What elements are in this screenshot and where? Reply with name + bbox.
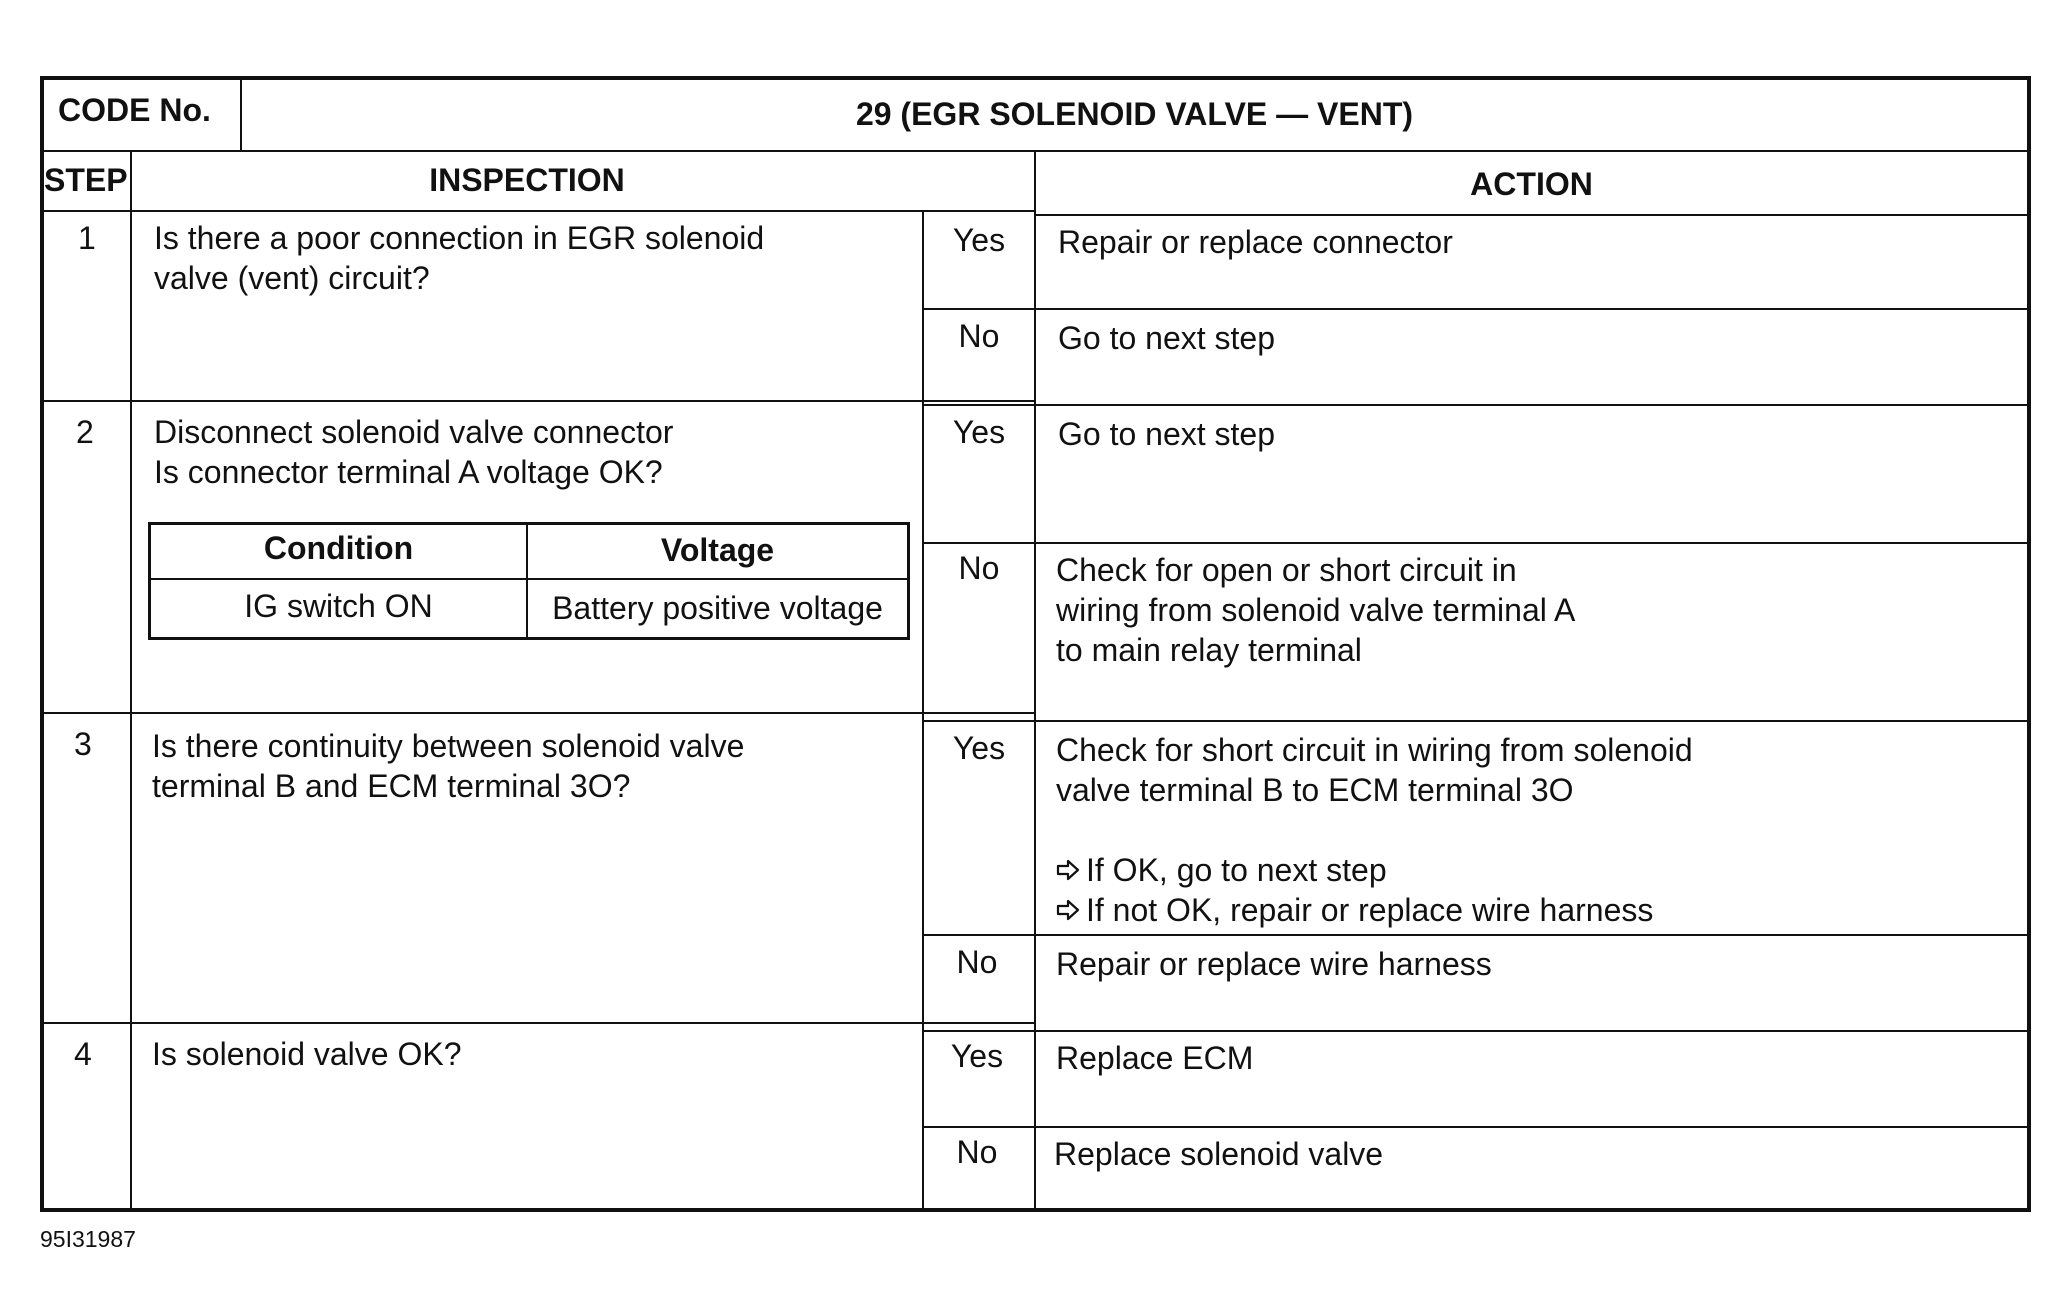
yes-label: Yes — [952, 222, 1006, 258]
no-label: No — [958, 550, 1000, 586]
no-label: No — [956, 944, 998, 980]
divider — [924, 934, 2031, 936]
figure-id: 95I31987 — [40, 1226, 136, 1252]
step-number: 2 — [76, 414, 94, 450]
diagnostic-table — [40, 76, 2031, 1212]
subtable-condition-value: IG switch ON — [244, 588, 433, 624]
action-text: Go to next step — [1058, 416, 1276, 452]
inspection-text: Disconnect solenoid valve connector Is connector terminal A voltage OK? — [154, 414, 674, 490]
action-text: Go to next step — [1058, 320, 1276, 356]
divider — [924, 720, 2031, 722]
table-border-top — [40, 76, 2031, 80]
divider — [148, 637, 910, 640]
divider — [924, 1126, 2031, 1128]
divider — [40, 210, 1034, 212]
column-header-step: STEP — [44, 162, 128, 198]
arrow-right-icon — [1056, 890, 1086, 930]
yes-label: Yes — [952, 730, 1006, 766]
voltage-subtable — [148, 522, 910, 640]
divider — [148, 522, 910, 525]
inspection-text: Is there continuity between solenoid valve terminal B and ECM terminal 3O? — [152, 728, 745, 804]
action-text: Check for short circuit in wiring from solenoid valve terminal B to ECM terminal 3O — [1056, 732, 1693, 808]
table-border-right — [2027, 76, 2031, 1212]
divider — [924, 404, 2031, 406]
bullet-text: If OK, go to next step — [1086, 852, 1387, 888]
step-number: 3 — [74, 726, 92, 762]
inspection-text: Is there a poor connection in EGR solenoid valve (vent) circuit? — [154, 220, 765, 296]
step-number: 1 — [78, 220, 96, 256]
divider — [907, 522, 910, 640]
step-number: 4 — [74, 1036, 92, 1072]
bullet-item — [1056, 850, 2016, 930]
no-label: No — [956, 1134, 998, 1170]
code-label: CODE No. — [58, 92, 211, 128]
divider — [40, 400, 1036, 402]
divider — [924, 542, 2031, 544]
yes-label: Yes — [950, 1038, 1004, 1074]
action-text: Replace ECM — [1056, 1040, 1254, 1076]
action-text: Repair or replace wire harness — [1056, 946, 1492, 982]
inspection-text: Is solenoid valve OK? — [152, 1036, 462, 1072]
column-header-inspection: INSPECTION — [429, 162, 625, 198]
yes-label: Yes — [952, 414, 1006, 450]
code-title: 29 (EGR SOLENOID VALVE — VENT) — [855, 96, 1414, 132]
subtable-header-voltage: Voltage — [660, 532, 775, 568]
divider — [148, 578, 910, 580]
subtable-header-condition: Condition — [263, 530, 414, 566]
table-border-left — [40, 76, 44, 1212]
no-label: No — [958, 318, 1000, 354]
column-header-action: ACTION — [1470, 166, 1593, 202]
action-text: Replace solenoid valve — [1054, 1136, 1384, 1172]
divider — [130, 150, 132, 1212]
divider — [924, 1030, 2031, 1032]
bullet-text: If not OK, repair or replace wire harness — [1086, 892, 1654, 928]
divider — [924, 308, 2031, 310]
divider — [40, 712, 1036, 714]
action-text: Check for open or short circuit in wiring from solenoid valve terminal A to main relay terminal — [1056, 552, 1576, 668]
action-text: Repair or replace connector — [1058, 224, 1453, 260]
divider — [40, 1022, 1036, 1024]
subtable-voltage-value: Battery positive voltage — [552, 590, 883, 626]
divider — [1034, 214, 2031, 216]
